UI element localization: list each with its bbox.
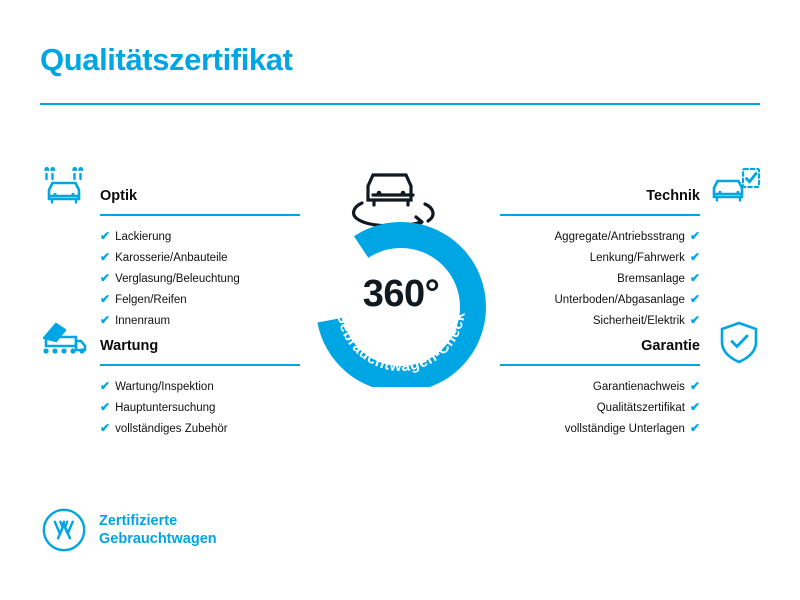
check-icon: ✔ [689, 250, 700, 264]
list-item-label: Lackierung [115, 231, 172, 243]
checklist-technik [500, 226, 700, 331]
list-item-label: Karosserie/Anbauteile [115, 252, 228, 264]
section-title: Garantie [641, 338, 700, 354]
section-wartung [100, 336, 300, 439]
car-checklist-icon [712, 166, 762, 217]
list-item [500, 289, 700, 310]
list-item-label: Garantienachweis [592, 381, 685, 393]
list-item [500, 268, 700, 289]
section-header-optik [100, 186, 300, 216]
vw-logo [42, 508, 86, 552]
section-optik [100, 186, 300, 331]
section-header-technik [500, 186, 700, 216]
list-item-label: Felgen/Reifen [115, 294, 187, 306]
section-technik [500, 186, 700, 331]
check-icon: ✔ [689, 229, 700, 243]
list-item-label: Innenraum [115, 315, 171, 327]
check-icon: ✔ [100, 250, 111, 264]
list-item [100, 226, 300, 247]
list-item [100, 397, 300, 418]
check-icon: ✔ [100, 421, 111, 435]
check-icon: ✔ [689, 400, 700, 414]
checklist-optik [100, 226, 300, 331]
check-icon: ✔ [689, 379, 700, 393]
list-item-label: Aggregate/Antriebsstrang [554, 231, 685, 243]
service-truck-icon [40, 318, 88, 367]
check-icon: ✔ [689, 313, 700, 327]
section-header-wartung [100, 336, 300, 366]
list-item-label: Sicherheit/Elektrik [592, 315, 685, 327]
check-icon: ✔ [689, 421, 700, 435]
check-icon: ✔ [100, 313, 111, 327]
list-item-label: vollständige Unterlagen [564, 423, 685, 435]
footer-line-2: Gebrauchtwagen [99, 531, 217, 547]
list-item-label: Bremsanlage [617, 273, 685, 285]
list-item [500, 376, 700, 397]
list-item [500, 310, 700, 331]
list-item [500, 247, 700, 268]
list-item [100, 247, 300, 268]
list-item-label: Unterboden/Abgasanlage [554, 294, 685, 306]
section-divider [100, 364, 300, 366]
check-icon: ✔ [100, 292, 111, 306]
list-item [500, 397, 700, 418]
checklist-garantie [500, 376, 700, 439]
list-item [100, 268, 300, 289]
car-wash-icon [40, 166, 88, 217]
page-title: Qualitätszertifikat [40, 42, 293, 77]
section-title: Technik [646, 188, 700, 204]
list-item [100, 289, 300, 310]
check-icon: ✔ [100, 229, 111, 243]
section-title: Optik [100, 188, 138, 204]
check-icon: ✔ [689, 292, 700, 306]
section-divider [500, 214, 700, 216]
list-item-label: Wartung/Inspektion [115, 381, 214, 393]
list-item [500, 226, 700, 247]
degrees-label: 360° [362, 273, 440, 315]
section-header-garantie [500, 336, 700, 366]
check-icon: ✔ [100, 400, 111, 414]
list-item [100, 418, 300, 439]
list-item [100, 376, 300, 397]
list-item-label: Hauptuntersuchung [115, 402, 216, 414]
title-divider [40, 103, 760, 105]
list-item-label: vollständiges Zubehör [115, 423, 228, 435]
check-icon: ✔ [100, 271, 111, 285]
shield-check-icon [718, 320, 760, 371]
check-icon: ✔ [689, 271, 700, 285]
footer-line-1: Zertifizierte [99, 513, 178, 529]
list-item-label: Qualitätszertifikat [596, 402, 685, 414]
list-item-label: Lenkung/Fahrwerk [589, 252, 685, 264]
list-item [100, 310, 300, 331]
checklist-wartung [100, 376, 300, 439]
check-icon: ✔ [100, 379, 111, 393]
list-item [500, 418, 700, 439]
360-check-badge [296, 157, 506, 387]
section-divider [500, 364, 700, 366]
footer-brand [42, 508, 217, 552]
section-title: Wartung [100, 338, 159, 354]
section-garantie [500, 336, 700, 439]
list-item-label: Verglasung/Beleuchtung [115, 273, 240, 285]
footer-text [99, 512, 217, 548]
section-divider [100, 214, 300, 216]
ring-label: Gebrauchtwagen-Check [332, 310, 469, 376]
